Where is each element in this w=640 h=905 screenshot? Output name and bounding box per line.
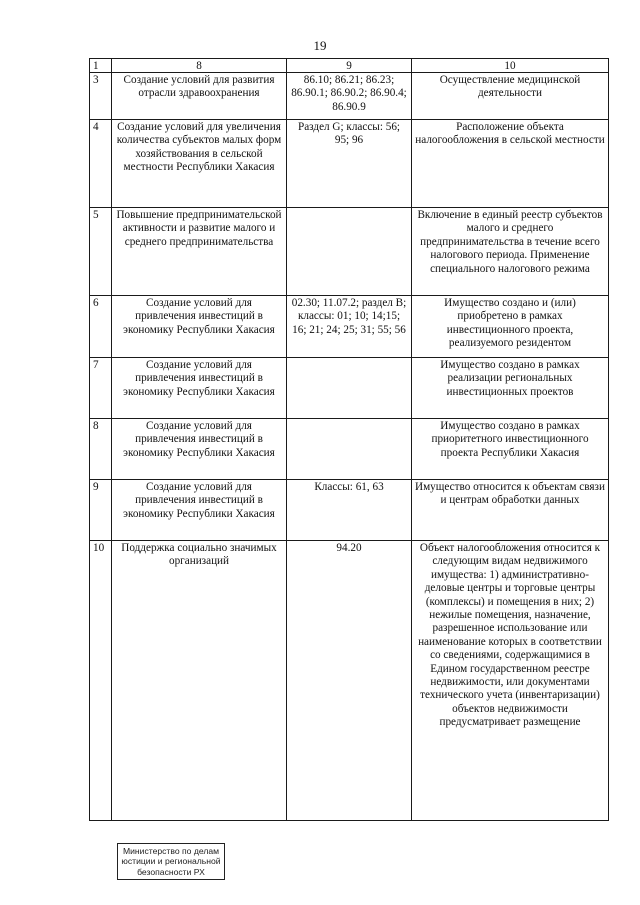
row-number: 3: [90, 73, 112, 120]
okved-cell: Раздел G; классы: 56; 95; 96: [287, 120, 412, 208]
row-number: 8: [90, 419, 112, 480]
table-row: [90, 208, 609, 296]
stamp-line: юстиции и региональной: [121, 856, 221, 867]
okved-cell: 94.20: [287, 541, 412, 821]
row-number: 6: [90, 296, 112, 358]
header-col-9: 9: [287, 59, 412, 73]
condition-cell: Имущество создано в рамках приоритетного инвестиционного проекта Республики Хакасия: [412, 419, 609, 480]
goal-cell: Повышение предпринимательской активности и развитие малого и среднего предпринимательства: [112, 208, 287, 296]
benefits-table: [89, 58, 609, 821]
ministry-stamp: [117, 843, 225, 880]
table-row: [90, 73, 609, 120]
row-number: 4: [90, 120, 112, 208]
okved-cell: 86.10; 86.21; 86.23; 86.90.1; 86.90.2; 86.90.4; 86.90.9: [287, 73, 412, 120]
okved-cell: 02.30; 11.07.2; раздел В; классы: 01; 10; 14;15; 16; 21; 24; 25; 31; 55; 56: [287, 296, 412, 358]
okved-cell: Классы: 61, 63: [287, 480, 412, 541]
table-row: [90, 541, 609, 821]
row-number: 7: [90, 358, 112, 419]
table-row: [90, 419, 609, 480]
goal-cell: Создание условий для привлечения инвестиций в экономику Республики Хакасия: [112, 358, 287, 419]
okved-cell: [287, 358, 412, 419]
table-row: [90, 120, 609, 208]
header-col-1: 1: [90, 59, 112, 73]
okved-cell: [287, 208, 412, 296]
goal-cell: Создание условий для увеличения количества субъектов малых форм хозяйствования в сельской местности Республики Хакасия: [112, 120, 287, 208]
condition-cell: Включение в единый реестр субъектов малого и среднего предпринимательства в течение всего налогового периода. Применение специального налогового режима: [412, 208, 609, 296]
condition-cell: Имущество создано в рамках реализации региональных инвестиционных проектов: [412, 358, 609, 419]
goal-cell: Поддержка социально значимых организаций: [112, 541, 287, 821]
condition-cell: Расположение объекта налогообложения в сельской местности: [412, 120, 609, 208]
table-header-row: [90, 59, 609, 73]
header-col-10: 10: [412, 59, 609, 73]
goal-cell: Создание условий для привлечения инвестиций в экономику Республики Хакасия: [112, 296, 287, 358]
table-row: [90, 358, 609, 419]
header-col-8: 8: [112, 59, 287, 73]
row-number: 10: [90, 541, 112, 821]
stamp-line: безопасности РХ: [137, 866, 205, 877]
table-row: [90, 480, 609, 541]
goal-cell: Создание условий для развития отрасли здравоохранения: [112, 73, 287, 120]
page-number: 19: [313, 38, 327, 53]
goal-cell: Создание условий для привлечения инвестиций в экономику Республики Хакасия: [112, 480, 287, 541]
row-number: 5: [90, 208, 112, 296]
condition-cell: Осуществление медицинской деятельности: [412, 73, 609, 120]
condition-cell: Имущество создано и (или) приобретено в рамках инвестиционного проекта, реализуемого резидентом: [412, 296, 609, 358]
condition-cell: Объект налогообложения относится к следующим видам недвижимого имущества: 1) административно-деловые центры и торговые центры (комплексы) и помещения в них; 2) нежилые помещения, назначение, разрешенное использование или наименование которых в соответствии со сведениями, содержащимися в Едином государственном реестре недвижимости, или документами технического учета (инвентаризации) объектов недвижимости предусматривает размещение: [412, 541, 609, 821]
okved-cell: [287, 419, 412, 480]
table-row: [90, 296, 609, 358]
condition-cell: Имущество относится к объектам связи и центрам обработки данных: [412, 480, 609, 541]
goal-cell: Создание условий для привлечения инвестиций в экономику Республики Хакасия: [112, 419, 287, 480]
stamp-line: Министерство по делам: [122, 846, 220, 856]
row-number: 9: [90, 480, 112, 541]
